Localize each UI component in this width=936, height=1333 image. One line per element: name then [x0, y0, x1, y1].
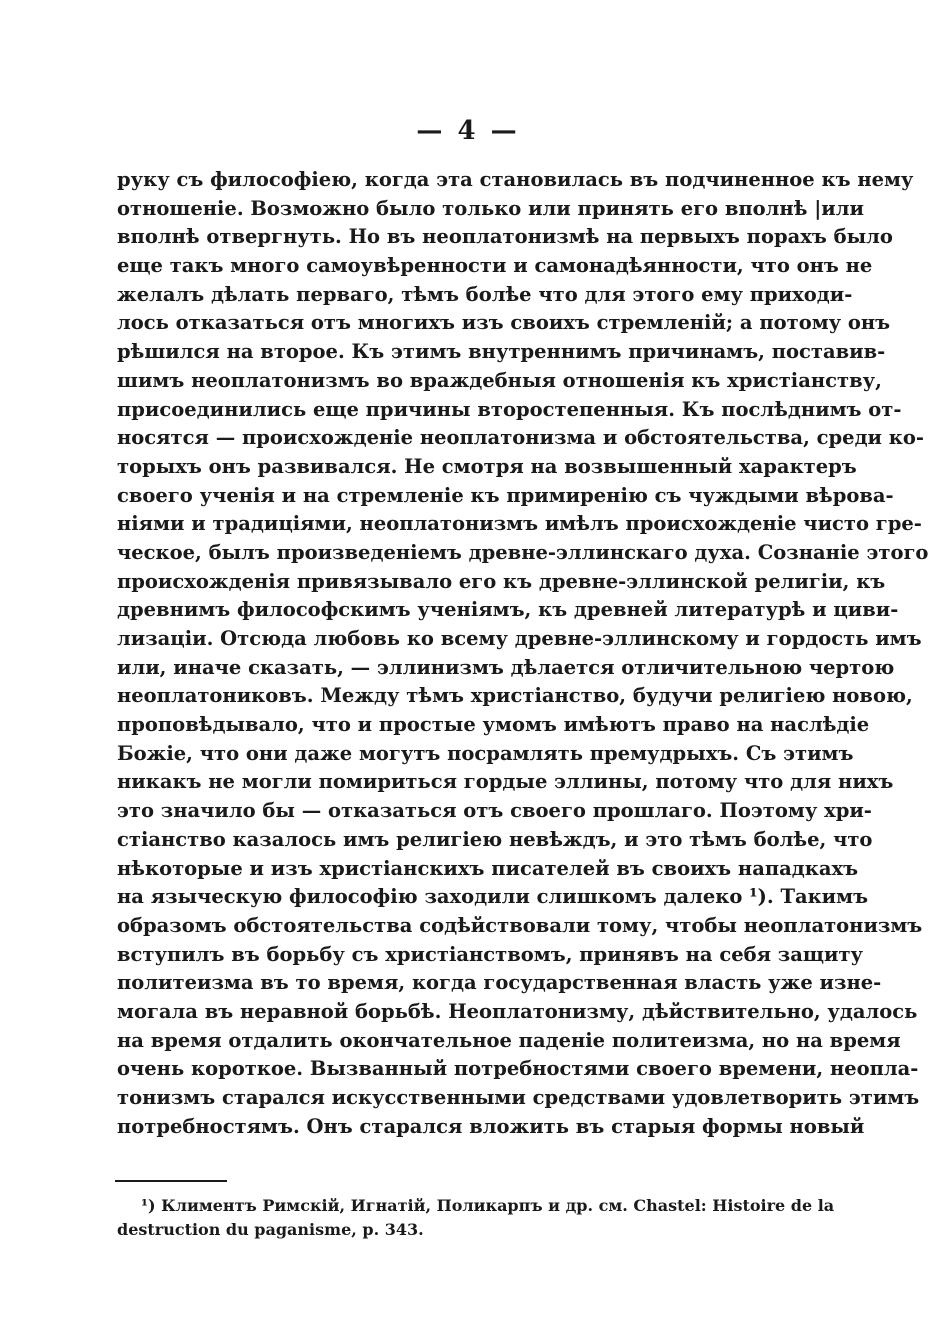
text-line: или, иначе сказать, — эллинизмъ дѣлается отличительною чертою [117, 655, 895, 679]
text-line: Божіе, что они даже могутъ посрамлять премудрыхъ. Съ этимъ [117, 741, 854, 765]
text-line: еще такъ много самоувѣренности и самонадѣянности, что онъ не [117, 254, 873, 278]
text-line: неоплатониковъ. Между тѣмъ христіанство, будучи религіею новою, [117, 684, 913, 708]
text-line: древнимъ философскимъ ученіямъ, къ древней литературѣ и циви- [117, 598, 899, 622]
body-text [117, 166, 929, 1141]
text-line: вполнѣ отвергнуть. Но въ неоплатонизмѣ на первыхъ порахъ было [117, 225, 893, 249]
text-line: лизаціи. Отсюда любовь ко всему древне-эллинскому и гордость имъ [117, 627, 922, 650]
text-line: торыхъ онъ развивался. Не смотря на возвышенный характеръ [117, 454, 857, 478]
footnote-line: ¹) Климентъ Римскій, Игнатій, Поликарпъ и др. см. Chastel: Histoire de la [141, 1196, 835, 1215]
text-line: своего ученія и на стремленіе къ примиренію съ чуждыми вѣрова- [117, 483, 894, 507]
text-line: потребностямъ. Онъ старался вложить въ старыя формы новый [117, 1114, 865, 1138]
text-line: шимъ неоплатонизмъ во враждебныя отношенія къ христіанству, [117, 368, 882, 392]
text-line: политеизма въ то время, когда государственная власть уже изне- [117, 971, 882, 995]
text-line: носятся — происхожденіе неоплатонизма и обстоятельства, среди ко- [117, 426, 924, 450]
text-line: рѣшился на второе. Къ этимъ внутреннимъ причинамъ, поставив- [117, 340, 886, 364]
text-line: отношеніе. Возможно было только или принять его вполнѣ |или [117, 196, 864, 220]
text-line: лось отказаться отъ многихъ изъ своихъ стремленій; а потому онъ [117, 311, 891, 335]
text-line: ческое, былъ произведеніемъ древне-эллинскаго духа. Сознаніе этого [117, 540, 929, 564]
footnote-line: destruction du paganisme, p. 343. [117, 1220, 424, 1239]
text-line: ніями и традиціями, неоплатонизмъ имѣлъ происхожденіе чисто гре- [117, 512, 922, 536]
text-line: стіанство казалось имъ религіею невѣждъ, и это тѣмъ болѣе, что [117, 827, 873, 851]
text-line: никакъ не могли помириться гордые эллины, потому что для нихъ [117, 770, 894, 794]
text-line: руку съ философіею, когда эта становилась въ подчиненное къ нему [117, 168, 914, 191]
text-line: желалъ дѣлать перваго, тѣмъ болѣе что для этого ему приходи- [117, 282, 853, 306]
text-line: тонизмъ старался искусственными средствами удовлетворить этимъ [117, 1086, 920, 1109]
text-line: очень короткое. Вызванный потребностями своего времени, неопла- [117, 1057, 919, 1081]
text-line: происхожденія привязывало его къ древне-эллинской религіи, къ [117, 569, 886, 593]
text-line: на языческую философію заходили слишкомъ далеко ¹). Такимъ [117, 885, 869, 909]
text-line: вступилъ въ борьбу съ христіанствомъ, принявъ на себя защиту [117, 942, 864, 966]
text-line: это значило бы — отказаться отъ своего прошлаго. Поэтому хри- [117, 799, 872, 823]
footnotes [117, 1194, 835, 1242]
footnote-divider [115, 1180, 227, 1182]
text-line: проповѣдывало, что и простые умомъ имѣютъ право на наслѣдіе [117, 713, 870, 737]
text-line: могала въ неравной борьбѣ. Неоплатонизму, дѣйствительно, удалось [117, 999, 918, 1023]
page-number: — 4 — [416, 116, 520, 146]
text-line: образомъ обстоятельства содѣйствовали тому, чтобы неоплатонизмъ [117, 913, 923, 937]
text-line: нѣкоторые и изъ христіанскихъ писателей въ своихъ нападкахъ [117, 856, 859, 880]
text-line: присоединились еще причины второстепенныя. Къ послѣднимъ от- [117, 397, 902, 421]
text-line: на время отдалить окончательное паденіе политеизма, но на время [117, 1028, 901, 1052]
